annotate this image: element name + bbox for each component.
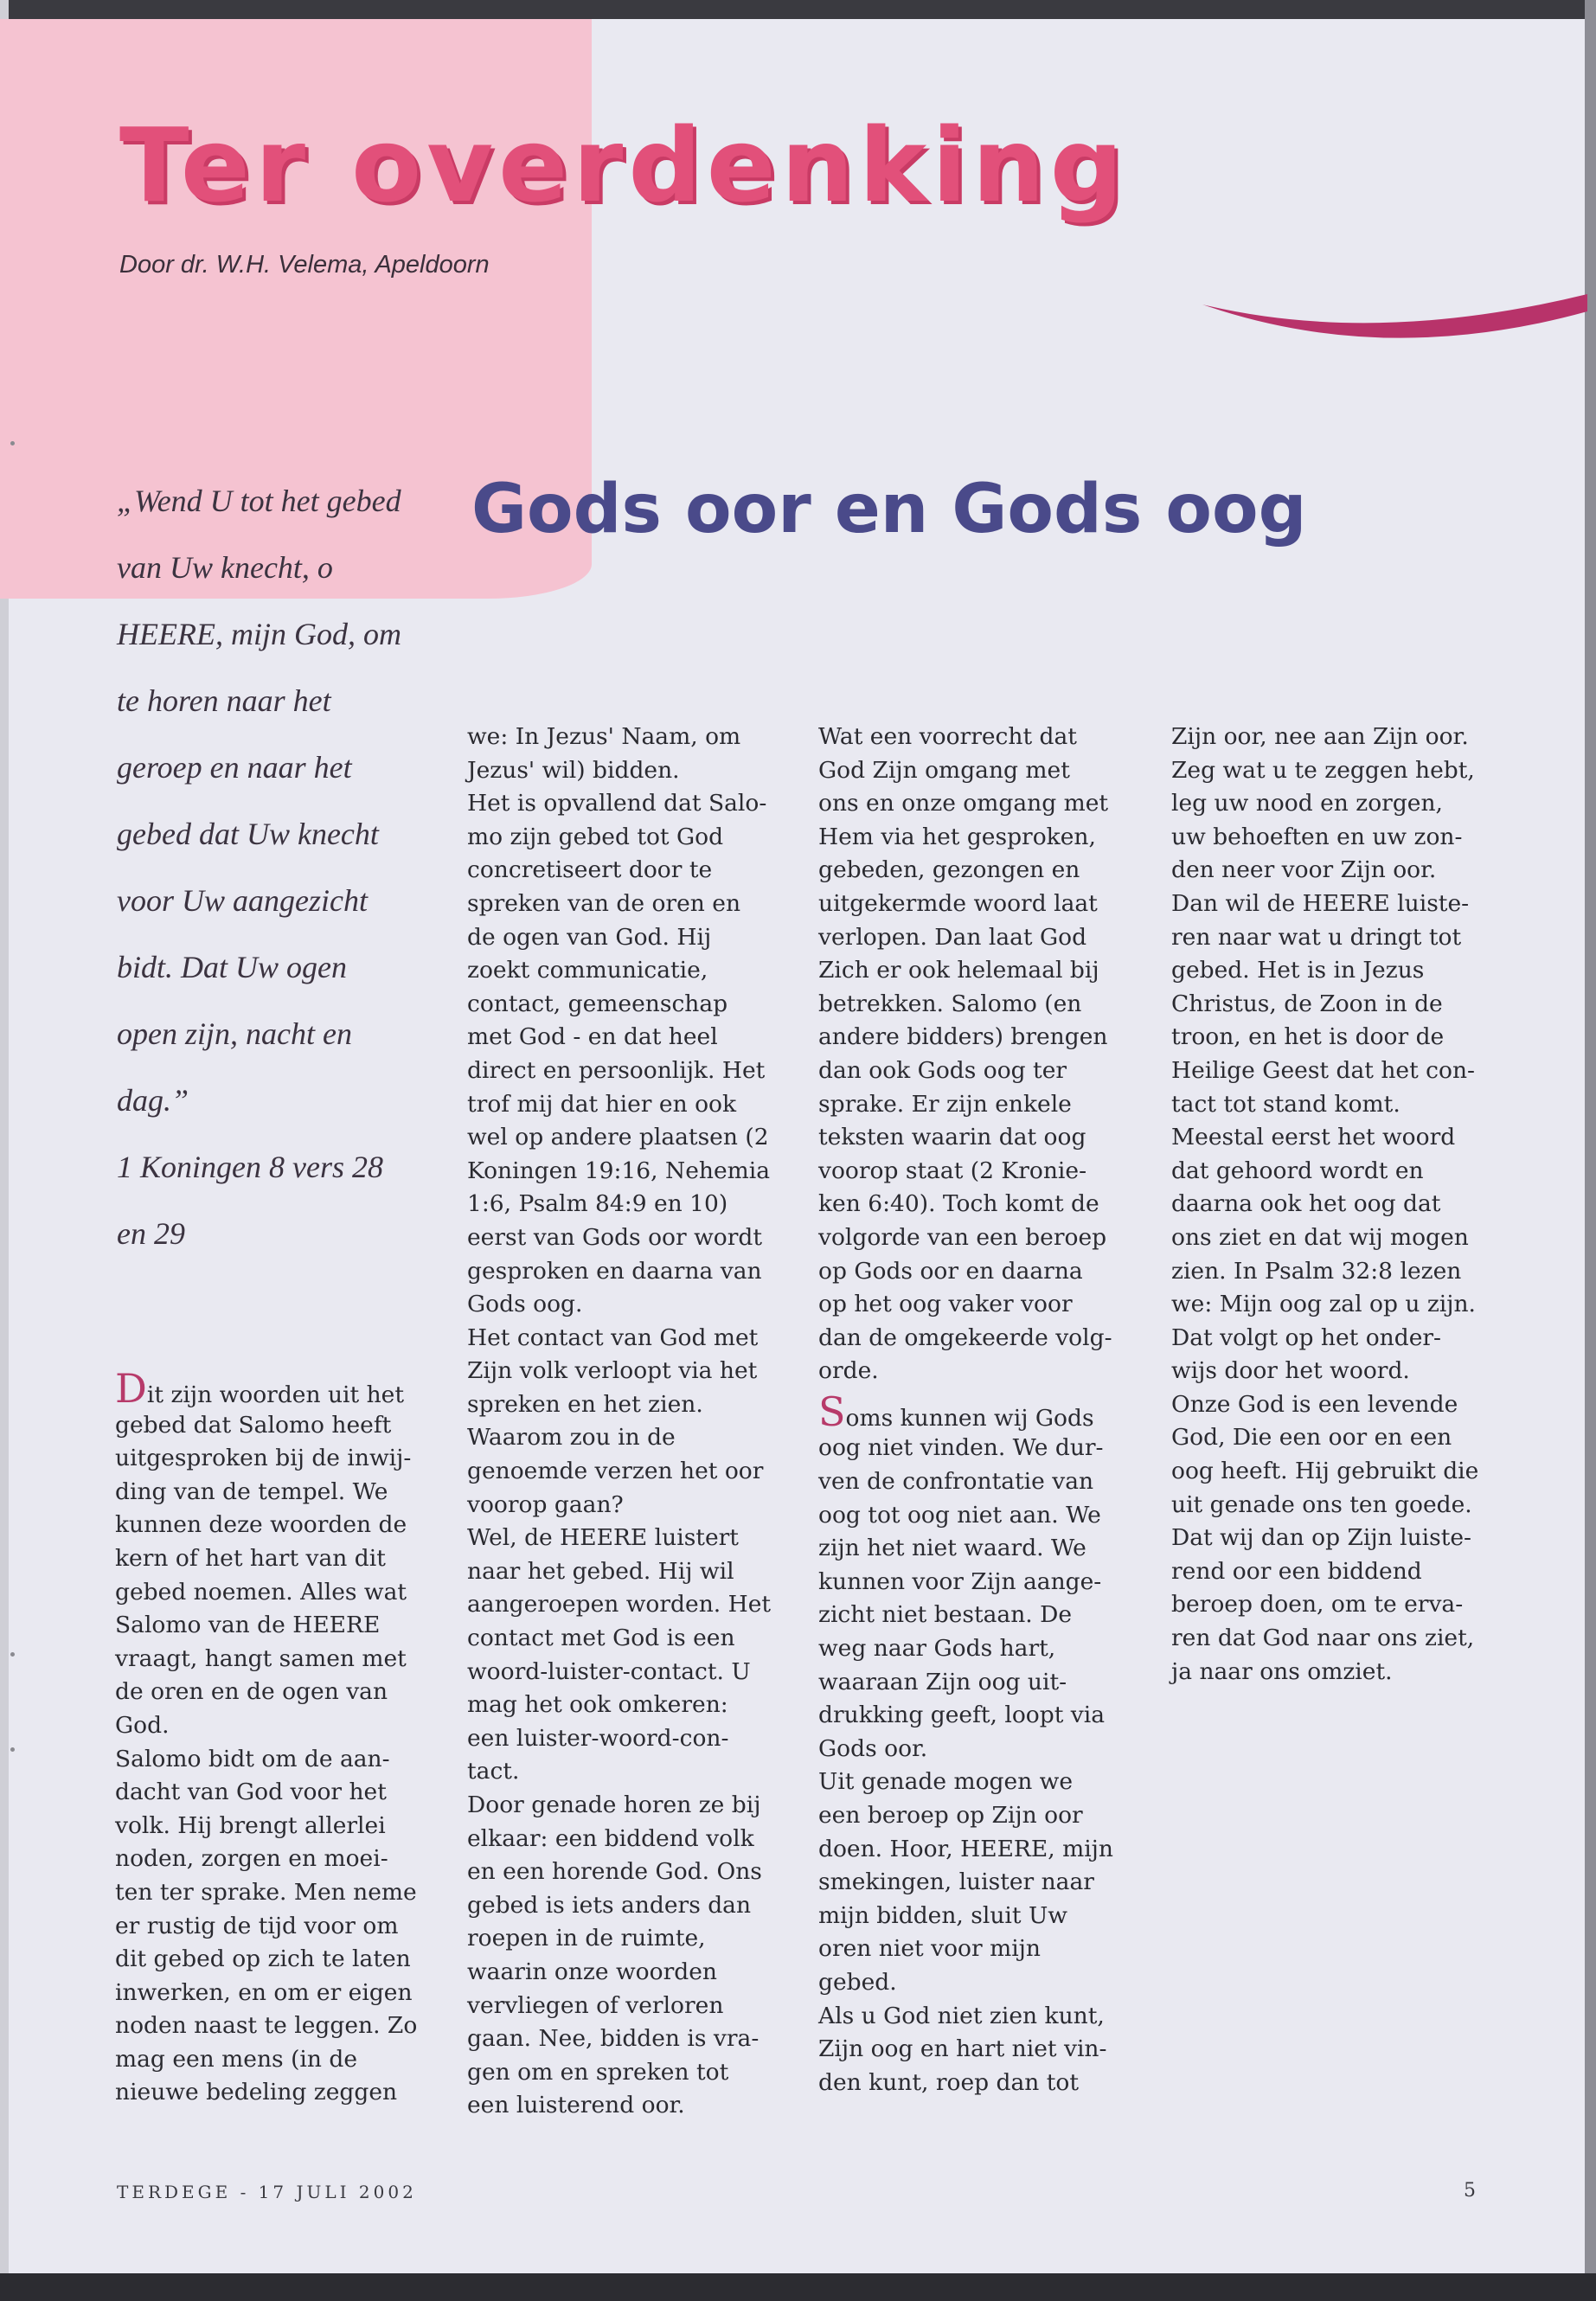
text-line: ja naar ons omziet. <box>1171 1657 1393 1685</box>
quote-line: HEERE, mijn God, om <box>117 617 401 651</box>
byline: Door dr. W.H. Velema, Apeldoorn <box>119 251 490 279</box>
text-line: gaan. Nee, bidden is vra- <box>467 2025 760 2053</box>
text-line: Als u God niet zien kunt, <box>818 2002 1105 2029</box>
scan-speck <box>10 1652 15 1657</box>
text-line: ren dat God naar ons ziet, <box>1171 1625 1475 1652</box>
text-line: wel op andere plaatsen (2 <box>467 1124 769 1151</box>
text-line: uw behoeften en uw zon- <box>1171 823 1463 850</box>
text-line: zijn het niet waard. We <box>818 1535 1086 1562</box>
text-line: troon, en het is door de <box>1171 1023 1445 1051</box>
text-line: gen om en spreken tot <box>467 2058 729 2086</box>
text-line: voorop staat (2 Kronie- <box>818 1157 1087 1184</box>
text-line: zoekt communicatie, <box>467 957 708 984</box>
text-line: waarin onze woorden <box>467 1958 717 1985</box>
text-line: dat gehoord wordt en <box>1171 1157 1424 1184</box>
text-line: Het contact van God met <box>467 1324 759 1351</box>
text-line: God. <box>115 1711 170 1739</box>
text-line: volk. Hij brengt allerlei <box>115 1811 386 1839</box>
text-line: de oren en de ogen van <box>115 1678 388 1706</box>
text-line: mag het ook omkeren: <box>467 1691 728 1719</box>
text-line: gebed is iets anders dan <box>467 1891 752 1919</box>
text-line: een luister-woord-con- <box>467 1724 729 1752</box>
text-line: Christus, de Zoon in de <box>1171 990 1443 1017</box>
text-line: mag een mens (in de <box>115 2045 358 2073</box>
text-line: God, Die een oor en een <box>1171 1424 1452 1452</box>
text-line: de ogen van God. Hij <box>467 923 712 951</box>
quote-line: geroep en naar het <box>117 750 352 785</box>
text-line: contact, gemeenschap <box>467 990 728 1017</box>
text-line: doen. Hoor, HEERE, mijn <box>818 1835 1113 1862</box>
text-line: naar het gebed. Hij wil <box>467 1557 734 1585</box>
page-number: 5 <box>1464 2180 1476 2202</box>
article-title: Gods oor en Gods oog <box>471 471 1307 548</box>
text-line: Het is opvallend dat Salo- <box>467 790 767 817</box>
text-line: direct en persoonlijk. Het <box>467 1056 766 1084</box>
text-line: ren naar wat u dringt tot <box>1171 923 1462 951</box>
text-line: rend oor een biddend <box>1171 1557 1422 1585</box>
text-line: gebed noemen. Alles wat <box>115 1578 407 1606</box>
quote-line: 1 Koningen 8 vers 28 <box>117 1150 383 1184</box>
text-line: Gods oor. <box>818 1734 928 1762</box>
quote-line: te horen naar het <box>117 683 331 718</box>
text-line: Salomo bidt om de aan- <box>115 1745 390 1772</box>
text-line: wijs door het woord. <box>1171 1357 1410 1385</box>
text-line: oog heeft. Hij gebruikt die <box>1171 1458 1479 1485</box>
text-line: nieuwe bedeling zeggen <box>115 2079 398 2106</box>
text-line: gebed. <box>818 1968 897 1996</box>
text-line: andere bidders) brengen <box>818 1023 1108 1051</box>
text-line: gebed dat Salomo heeft <box>115 1411 392 1439</box>
text-line: orde. <box>818 1357 879 1385</box>
text-line: waaraan Zijn oog uit- <box>818 1668 1067 1695</box>
text-line: Hem via het gesproken, <box>818 823 1096 850</box>
text-line: weg naar Gods hart, <box>818 1635 1056 1663</box>
text-line: uitgesproken bij de inwij- <box>115 1445 412 1472</box>
text-line: daarna ook het oog dat <box>1171 1190 1441 1218</box>
text-line: God Zijn omgang met <box>818 756 1070 784</box>
text-line: Onze God is een levende <box>1171 1390 1458 1418</box>
footer-publication: TERDEGE - 17 JULI 2002 <box>117 2182 417 2202</box>
text-line: spreken en het zien. <box>467 1390 703 1418</box>
text-line: oms kunnen wij Gods <box>845 1404 1094 1432</box>
text-line: op het oog vaker voor <box>818 1291 1073 1318</box>
text-line: ding van de tempel. We <box>115 1477 388 1505</box>
scan-edge-top <box>0 0 1596 19</box>
text-line: gesproken en daarna van <box>467 1257 762 1285</box>
text-line: gebeden, gezongen en <box>818 856 1080 884</box>
text-line: den neer voor Zijn oor. <box>1171 856 1437 884</box>
quote-line: dag.” <box>117 1083 189 1118</box>
text-column-3 <box>818 721 1130 2099</box>
text-line: mo zijn gebed tot God <box>467 823 724 850</box>
text-line: noden, zorgen en moei- <box>115 1845 388 1873</box>
text-line: inwerken, en om er eigen <box>115 1978 413 2006</box>
text-line: genoemde verzen het oor <box>467 1458 764 1485</box>
text-line: ons en onze omgang met <box>818 790 1109 817</box>
text-line: Jezus' wil) bidden. <box>467 756 680 784</box>
text-line: Zich er ook helemaal bij <box>818 957 1099 984</box>
text-line: Zijn volk verloopt via het <box>467 1357 758 1385</box>
text-line: vervliegen of verloren <box>467 1991 724 2019</box>
scan-speck <box>10 1747 15 1752</box>
quote-line: bidt. Dat Uw ogen <box>117 950 347 984</box>
text-line: Dan wil de HEERE luiste- <box>1171 889 1470 917</box>
text-line: Dat volgt op het onder- <box>1171 1324 1442 1351</box>
text-line: 1:6, Psalm 84:9 en 10) <box>467 1190 728 1218</box>
text-line: oren niet voor mijn <box>818 1935 1041 1963</box>
text-line: dan de omgekeerde volg- <box>818 1324 1112 1351</box>
text-line: roepen in de ruimte, <box>467 1925 706 1952</box>
text-line: ken 6:40). Toch komt de <box>818 1190 1099 1218</box>
text-line: dan ook Gods oog ter <box>818 1056 1067 1084</box>
text-column-2 <box>467 721 779 2123</box>
text-line: spreken van de oren en <box>467 889 741 917</box>
text-line: tact tot stand komt. <box>1171 1090 1401 1118</box>
text-line: contact met God is een <box>467 1625 735 1652</box>
text-line: Door genade horen ze bij <box>467 1791 761 1818</box>
text-line: concretiseert door te <box>467 856 713 884</box>
text-line: noden naast te leggen. Zo <box>115 2012 418 2040</box>
text-line: kunnen deze woorden de <box>115 1511 407 1539</box>
text-line: we: Mijn oog zal op u zijn. <box>1171 1291 1476 1318</box>
section-title: Ter overdenking <box>119 106 1129 225</box>
pink-swoosh-decoration <box>1202 285 1587 372</box>
text-line: uit genade ons ten goede. <box>1171 1490 1472 1518</box>
text-line: teksten waarin dat oog <box>818 1124 1086 1151</box>
text-line: it zijn woorden uit het <box>146 1381 404 1408</box>
text-line: en een horende God. Ons <box>467 1858 762 1886</box>
text-line: volgorde van een beroep <box>818 1223 1107 1251</box>
text-line: dacht van God voor het <box>115 1779 387 1806</box>
text-line: mijn bidden, sluit Uw <box>818 1901 1067 1929</box>
bible-quote <box>117 483 428 1282</box>
text-line: oog tot oog niet aan. We <box>818 1501 1101 1529</box>
text-line: kern of het hart van dit <box>115 1544 386 1572</box>
text-line: smekingen, luister naar <box>818 1868 1094 1896</box>
text-line: Gods oog. <box>467 1291 583 1318</box>
text-line: eerst van Gods oor wordt <box>467 1223 762 1251</box>
text-line: Wat een voorrecht dat <box>818 723 1077 750</box>
text-line: Koningen 19:16, Nehemia <box>467 1157 771 1184</box>
text-line: een luisterend oor. <box>467 2092 685 2119</box>
text-line: Zeg wat u te zeggen hebt, <box>1171 756 1475 784</box>
text-line: uitgekermde woord laat <box>818 889 1098 917</box>
quote-line: open zijn, nacht en <box>117 1016 352 1051</box>
text-line: trof mij dat hier en ook <box>467 1090 737 1118</box>
text-line: voorop gaan? <box>467 1490 624 1518</box>
text-line: ons ziet en dat wij mogen <box>1171 1223 1469 1251</box>
text-column-1 <box>115 1365 426 2110</box>
paragraph-first-line <box>115 1365 426 1412</box>
text-line: gebed. Het is in Jezus <box>1171 957 1425 984</box>
text-line: met God - en dat heel <box>467 1023 718 1051</box>
text-line: aangeroepen worden. Het <box>467 1591 772 1618</box>
quote-line: van Uw knecht, o <box>117 550 333 585</box>
text-line: zien. In Psalm 32:8 lezen <box>1171 1257 1462 1285</box>
text-line: er rustig de tijd voor om <box>115 1912 399 1939</box>
text-line: zicht niet bestaan. De <box>818 1601 1073 1629</box>
drop-cap: S <box>818 1388 846 1435</box>
paragraph-first-line <box>818 1388 1130 1435</box>
quote-line: en 29 <box>117 1216 185 1251</box>
text-line: Wel, de HEERE luistert <box>467 1524 739 1552</box>
text-line: op Gods oor en daarna <box>818 1257 1083 1285</box>
text-line: ven de confrontatie van <box>818 1468 1094 1496</box>
text-line: oog niet vinden. We dur- <box>818 1434 1104 1462</box>
text-column-4 <box>1171 721 1483 1689</box>
scan-edge-bottom <box>0 2273 1596 2301</box>
quote-line: gebed dat Uw knecht <box>117 817 379 851</box>
text-line: drukking geeft, loopt via <box>818 1702 1106 1729</box>
text-line: woord-luister-contact. U <box>467 1657 751 1685</box>
text-line: Dat wij dan op Zijn luiste- <box>1171 1524 1472 1552</box>
text-line: sprake. Er zijn enkele <box>818 1090 1072 1118</box>
text-line: Zijn oor, nee aan Zijn oor. <box>1171 723 1469 750</box>
text-line: Meestal eerst het woord <box>1171 1124 1456 1151</box>
scan-speck <box>10 441 15 445</box>
text-line: Salomo van de HEERE <box>115 1612 381 1639</box>
quote-line: voor Uw aangezicht <box>117 883 368 918</box>
text-line: Waarom zou in de <box>467 1424 676 1452</box>
text-line: Uit genade mogen we <box>818 1768 1074 1796</box>
text-line: tact. <box>467 1758 520 1785</box>
text-line: den kunt, roep dan tot <box>818 2068 1080 2096</box>
drop-cap: D <box>115 1365 147 1412</box>
text-line: elkaar: een biddend volk <box>467 1824 754 1852</box>
quote-line: „Wend U tot het gebed <box>117 484 401 518</box>
text-line: Heilige Geest dat het con- <box>1171 1056 1475 1084</box>
text-line: leg uw nood en zorgen, <box>1171 790 1443 817</box>
text-line: kunnen voor Zijn aange- <box>818 1567 1102 1595</box>
text-line: beroep doen, om te erva- <box>1171 1591 1464 1618</box>
text-line: vraagt, hangt samen met <box>115 1644 407 1672</box>
text-line: een beroep op Zijn oor <box>818 1802 1083 1829</box>
text-line: ten ter sprake. Men neme <box>115 1878 417 1906</box>
paragraph-gap <box>818 1388 1130 1399</box>
text-line: we: In Jezus' Naam, om <box>467 723 741 750</box>
text-line: verlopen. Dan laat God <box>818 923 1087 951</box>
text-line: Zijn oog en hart niet vin- <box>818 2035 1107 2063</box>
text-line: betrekken. Salomo (en <box>818 990 1082 1017</box>
text-line: dit gebed op zich te laten <box>115 1945 411 1973</box>
